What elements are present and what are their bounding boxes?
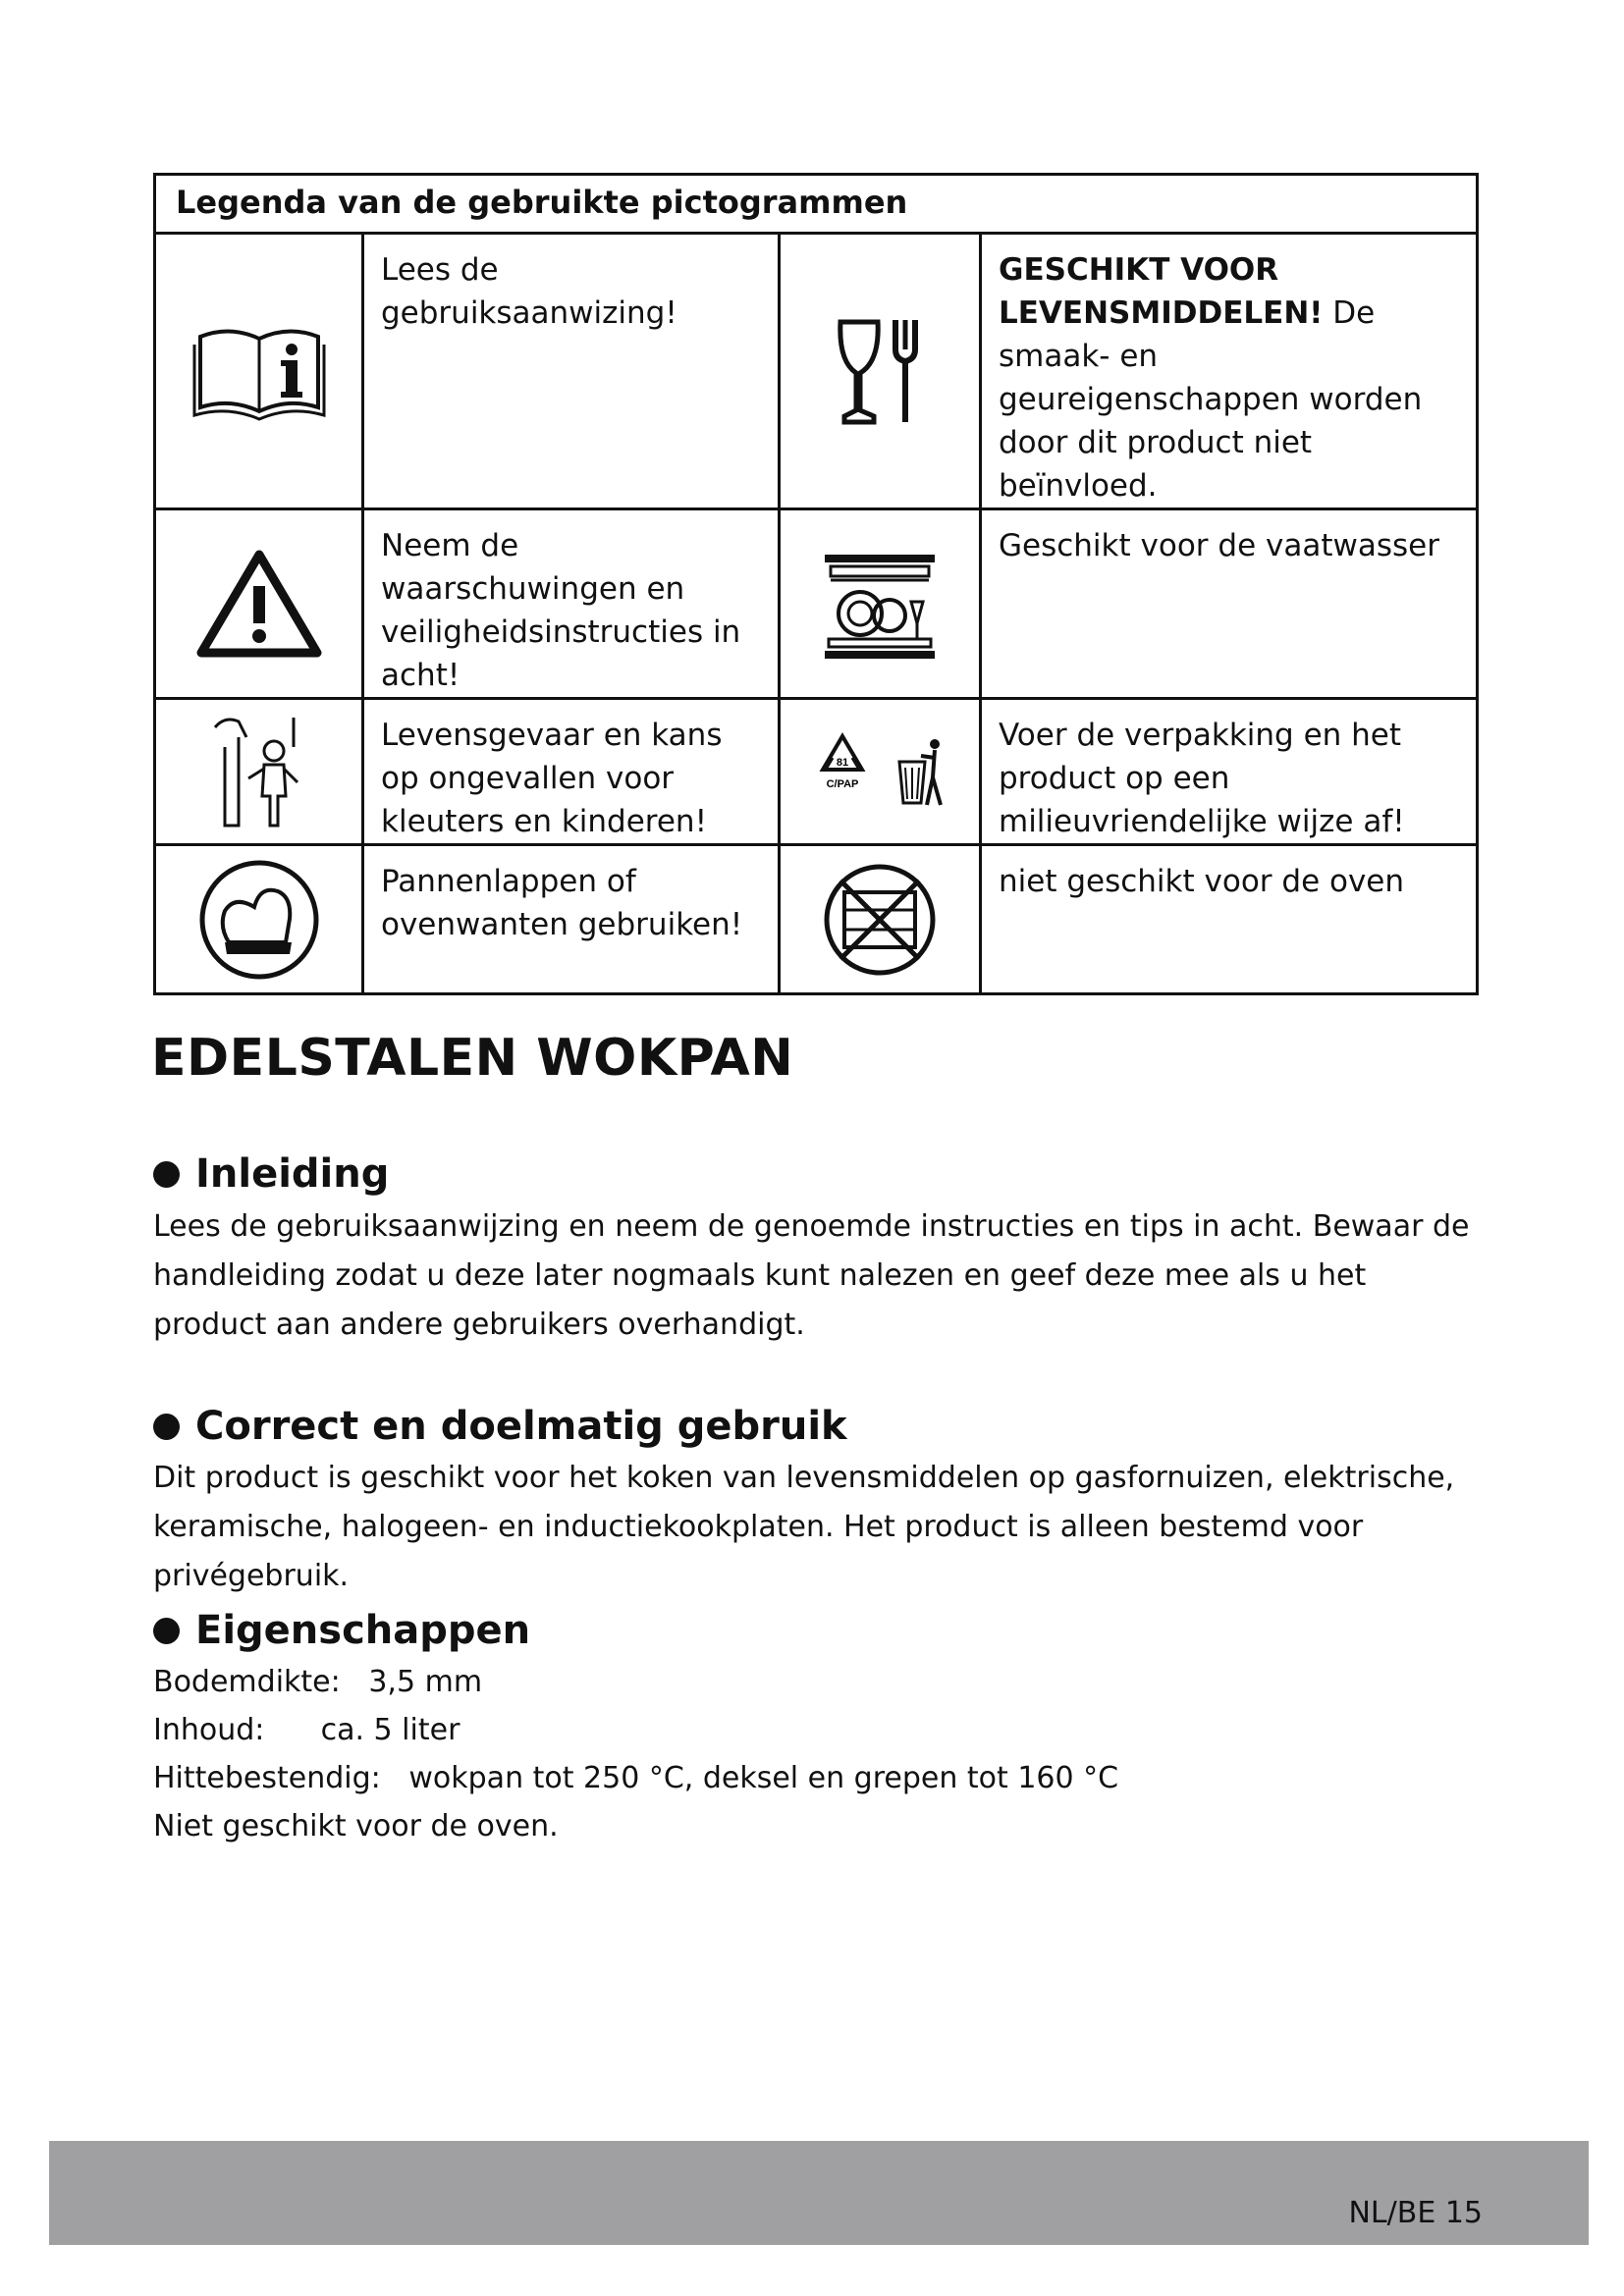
child-danger-icon <box>156 700 364 846</box>
warning-icon <box>156 510 364 700</box>
recycle-code-number: 81 <box>836 757 849 769</box>
oven-glove-icon <box>156 846 364 992</box>
section-heading-text: Eigenschappen <box>195 1608 531 1653</box>
dishwasher-safe-icon <box>781 510 982 700</box>
legend-text-dishwasher: Geschikt voor de vaatwasser <box>982 510 1476 700</box>
legend-title: Legenda van de gebruikte pictogrammen <box>156 176 1476 235</box>
spec-bodemdikte: Bodemdikte: 3,5 mm <box>153 1665 483 1699</box>
food-safe-icon <box>781 235 982 510</box>
food-safe-bold-text: GESCHIKT VOOR LEVENSMIDDELEN! <box>999 252 1324 331</box>
footer-bar <box>49 2141 1589 2245</box>
page-title: EDELSTALEN WOKPAN <box>151 1029 794 1088</box>
legend-text-read-manual: Lees de gebruiksaanwizing! <box>364 235 781 510</box>
legend-text-disposal: Voer de verpakking en het product op een milieuvriendelijke wijze af! <box>982 700 1476 846</box>
pictogram-legend-table <box>153 173 1479 995</box>
legend-text-warning: Neem de waarschuwingen en veiligheidsinstructies in acht! <box>364 510 781 700</box>
not-oven-safe-icon <box>781 846 982 992</box>
legend-text-food-safe <box>982 235 1476 510</box>
section-heading-text: Correct en doelmatig gebruik <box>195 1404 847 1449</box>
inleiding-paragraph: Lees de gebruiksaanwijzing en neem de genoemde instructies en tips in acht. Bewaar de handleiding zodat u deze later nogmaals kunt nalezen en geef deze mee als u het product aan andere gebruikers overhandigt. <box>153 1209 1470 1342</box>
gebruik-paragraph: Dit product is geschikt voor het koken van levensmiddelen op gasfornuizen, elektrische, keramische, halogeen- en inductiekookplaten. Het product is alleen bestemd voor privégebruik. <box>153 1461 1455 1593</box>
spec-inhoud: Inhoud: ca. 5 liter <box>153 1713 460 1747</box>
food-safe-description: De smaak- en geureigenschappen worden door dit product niet beïnvloed. <box>999 295 1423 504</box>
section-heading-gebruik <box>153 1404 847 1449</box>
spec-hittebestendig: Hittebestendig: wokpan tot 250 °C, deksel en grepen tot 160 °C <box>153 1761 1119 1795</box>
bullet-icon <box>153 1414 180 1440</box>
legend-text-oven-glove: Pannenlappen of ovenwanten gebruiken! <box>364 846 781 992</box>
page-number: NL/BE 15 <box>1348 2196 1483 2230</box>
section-heading-inleiding <box>153 1151 389 1197</box>
legend-text-not-oven-safe: niet geschikt voor de oven <box>999 864 1405 899</box>
spec-niet-oven: Niet geschikt voor de oven. <box>153 1809 559 1843</box>
legend-text-child-danger: Levensgevaar en kans op ongevallen voor kleuters en kinderen! <box>364 700 781 846</box>
read-manual-icon <box>156 235 364 510</box>
bullet-icon <box>153 1618 180 1644</box>
recycle-disposal-icon <box>781 700 982 846</box>
bullet-icon <box>153 1161 180 1188</box>
section-heading-eigenschappen <box>153 1608 530 1653</box>
recycle-code-label: C/PAP <box>826 778 859 790</box>
section-heading-text: Inleiding <box>195 1151 390 1197</box>
